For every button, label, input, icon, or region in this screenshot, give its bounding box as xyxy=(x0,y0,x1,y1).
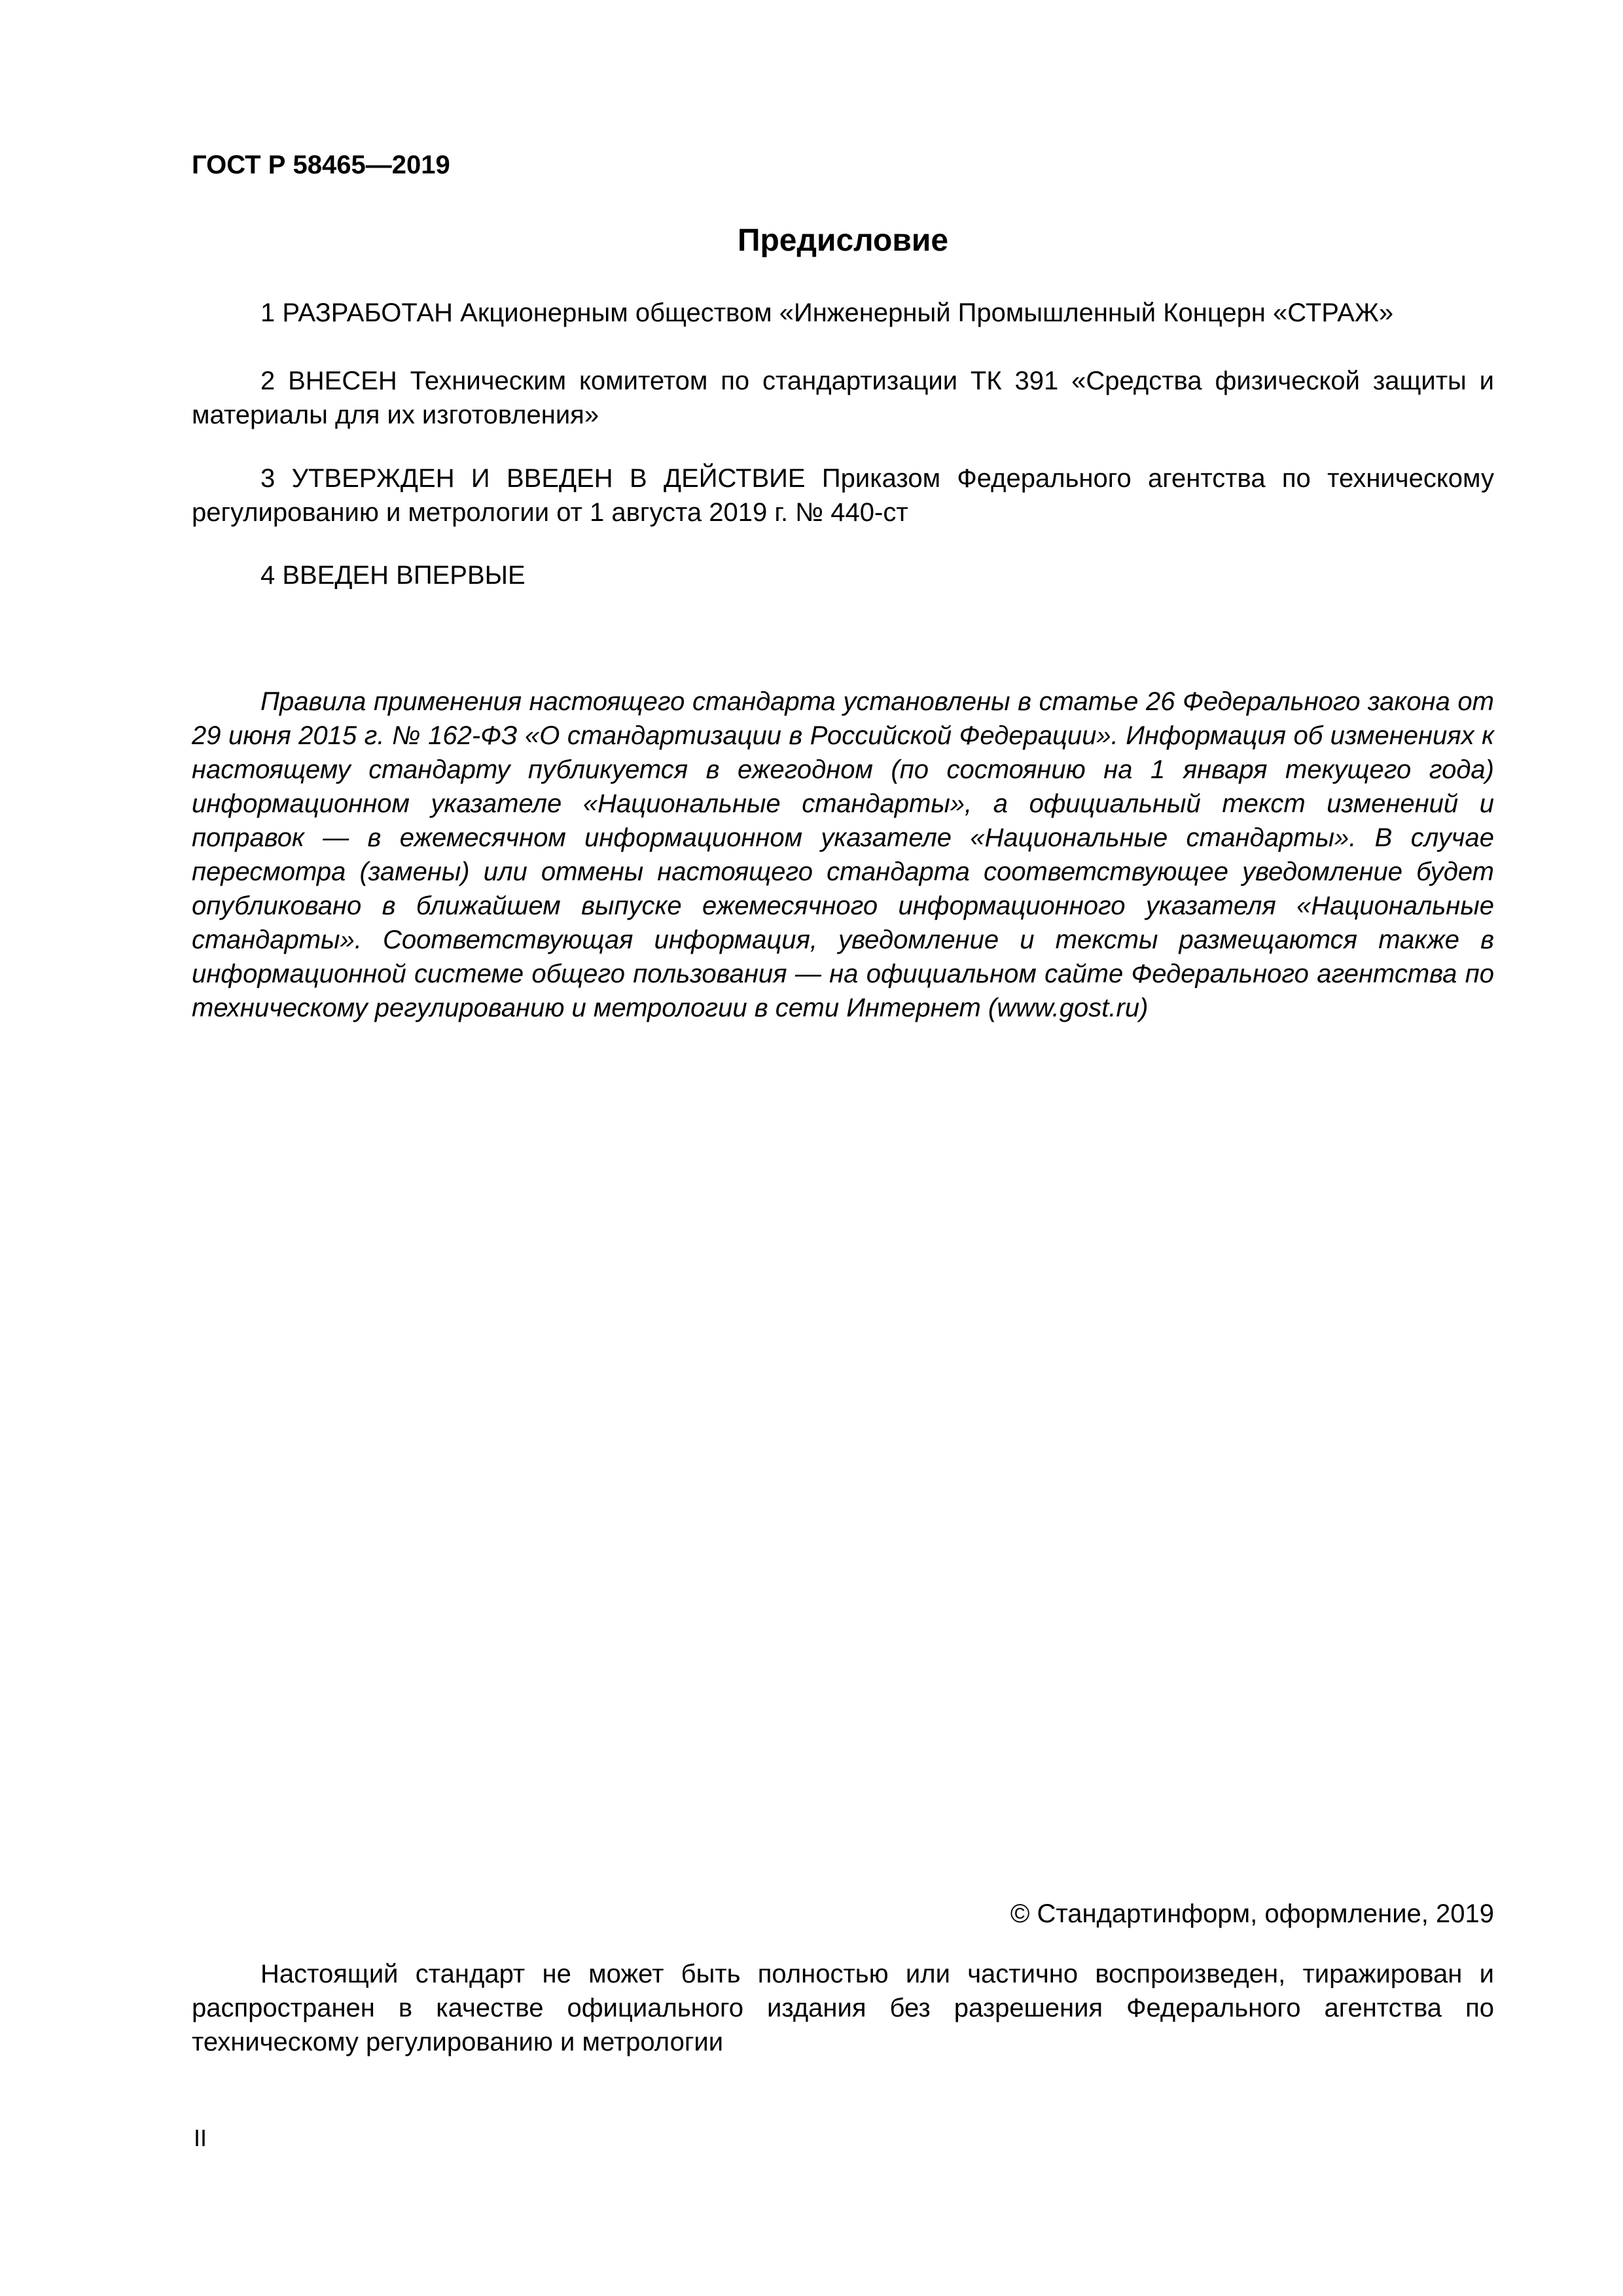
foreword-item-1 xyxy=(192,296,1494,330)
rules-note-text: Правила применения настоящего стандарта установлены в статье 26 Федерального закона от 29 июня 2015 г. № 162-ФЗ «О стандартизации в Российской Федерации». Информация об изменениях к настоящему стандарту публикуется в ежегодном (по состоянию на 1 января текущего года) информационном указателе «Национальные стандарты», а официальный текст изменений и поправок — в ежемесячном информационном указателе «Национальные стандарты». В случае пересмотра (замены) или отмены настоящего стандарта соответствующее уведомление будет опубликовано в ближайшем выпуске ежемесячного информационного указателя «Национальные стандарты». Соответствующая информация, уведомление и тексты размещаются также в информационной системе общего пользования — на официальном сайте Федерального агентства по техническому регулированию и метрологии в сети Интернет (www.gost.ru) xyxy=(192,687,1494,1022)
copyright-line: © Стандартинформ, оформление, 2019 xyxy=(1010,1899,1494,1928)
reproduction-notice-text: Настоящий стандарт не может быть полностью или частично воспроизведен, тиражирован и распространен в качестве официального издания без разрешения Федерального агентства по техническому регулированию и метрологии xyxy=(192,1960,1494,2056)
rules-note xyxy=(192,685,1494,1025)
foreword-item-2 xyxy=(192,364,1494,432)
foreword-item-text: 1 РАЗРАБОТАН Акционерным обществом «Инженерный Промышленный Концерн «СТРАЖ» xyxy=(260,298,1394,327)
foreword-item-text: 3 УТВЕРЖДЕН И ВВЕДЕН В ДЕЙСТВИЕ Приказом Федерального агентства по техническому регулированию и метрологии от 1 августа 2019 г. № 440-ст xyxy=(192,464,1494,527)
foreword-item-3 xyxy=(192,461,1494,529)
document-code: ГОСТ Р 58465—2019 xyxy=(192,151,450,179)
foreword-item-4 xyxy=(192,558,1494,592)
foreword-item-text: 2 ВНЕСЕН Техническим комитетом по стандартизации ТК 391 «Средства физической защиты и материалы для их изготовления» xyxy=(192,367,1494,429)
page-number: II xyxy=(194,2125,207,2151)
page-title: Предисловие xyxy=(737,223,949,258)
reproduction-notice xyxy=(192,1957,1494,2059)
foreword-item-text: 4 ВВЕДЕН ВПЕРВЫЕ xyxy=(260,561,526,590)
